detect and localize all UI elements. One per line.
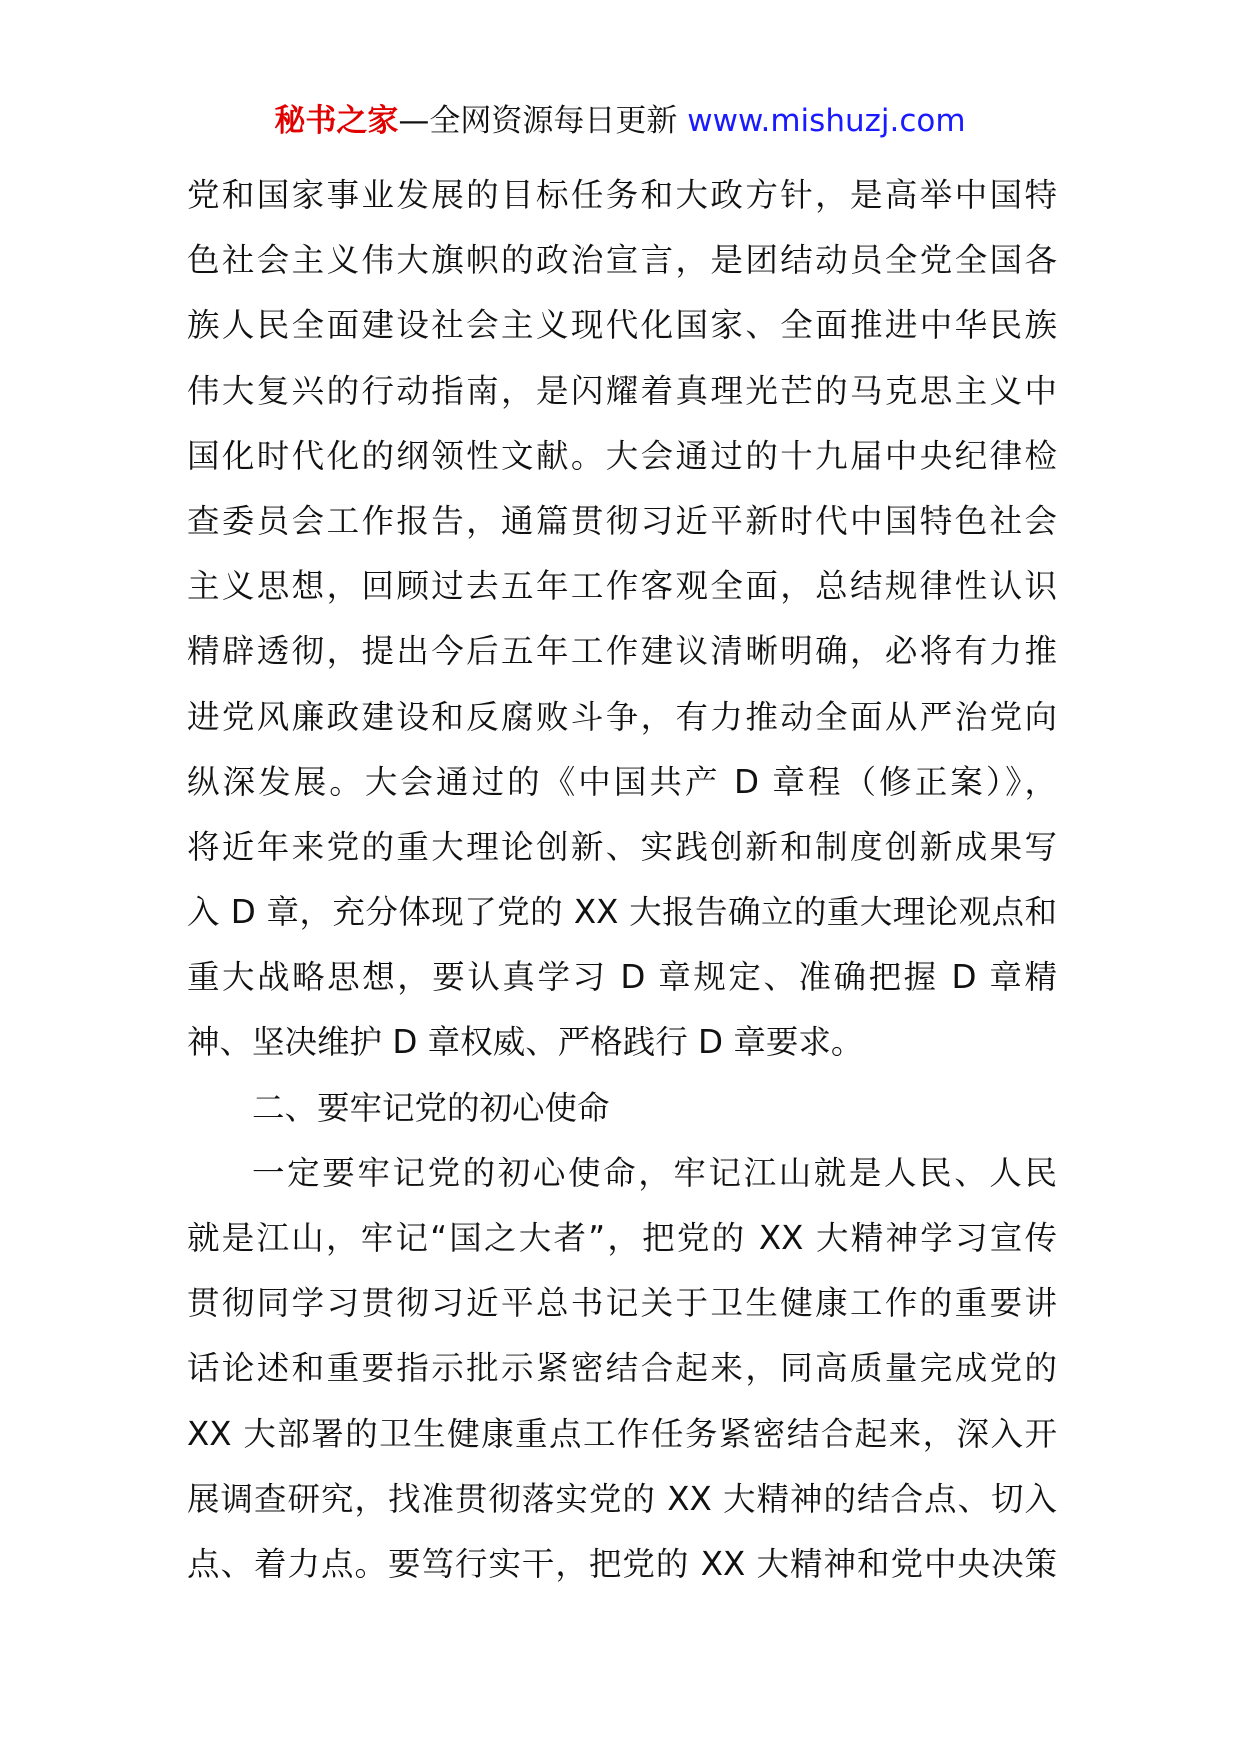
text-line: 贯彻同学习贯彻习近平总书记关于卫生健康工作的重要讲 (187, 1284, 1057, 1323)
text-line: 展调查研究，找准贯彻落实党的 XX 大精神的结合点、切入 (187, 1479, 1057, 1518)
section-heading: 二、要牢记党的初心使命 (252, 1088, 610, 1127)
text-line: 色社会主义伟大旗帜的政治宣言，是团结动员全党全国各 (187, 241, 1057, 280)
header-brand: 秘书之家 (274, 103, 399, 139)
text-line: 纵深发展。大会通过的《中国共产 D 章程（修正案）》， (187, 762, 1057, 801)
text-line: 重大战略思想，要认真学习 D 章规定、准确把握 D 章精 (187, 958, 1057, 997)
text-line: 神、坚决维护 D 章权威、严格践行 D 章要求。 (187, 1023, 864, 1062)
text-line: 点、着力点。要笃行实干，把党的 XX 大精神和党中央决策 (187, 1544, 1057, 1583)
text-line: 一定要牢记党的初心使命，牢记江山就是人民、人民 (252, 1153, 1057, 1192)
text-line: XX 大部署的卫生健康重点工作任务紧密结合起来，深入开 (187, 1414, 1057, 1453)
text-line: 党和国家事业发展的目标任务和大政方针，是高举中国特 (187, 176, 1057, 214)
text-line: 查委员会工作报告，通篇贯彻习近平新时代中国特色社会 (187, 501, 1057, 540)
text-line: 进党风廉政建设和反腐败斗争，有力推动全面从严治党向 (187, 697, 1057, 736)
text-line: 族人民全面建设社会主义现代化国家、全面推进中华民族 (187, 306, 1057, 345)
text-line: 将近年来党的重大理论创新、实践创新和制度创新成果写 (187, 827, 1057, 866)
header-url-link[interactable]: www.mishuzj.com (687, 103, 966, 139)
text-line: 国化时代化的纲领性文献。大会通过的十九届中央纪律检 (187, 436, 1057, 475)
header-tagline: —全网资源每日更新 (398, 103, 688, 139)
text-line: 就是江山，牢记“国之大者”，把党的 XX 大精神学习宣传 (187, 1219, 1057, 1257)
text-line: 话论述和重要指示批示紧密结合起来，同高质量完成党的 (187, 1349, 1057, 1388)
text-line: 入 D 章，充分体现了党的 XX 大报告确立的重大理论观点和 (187, 893, 1057, 932)
body-text (187, 163, 1057, 1597)
page-header (0, 101, 1240, 141)
text-line: 精辟透彻，提出今后五年工作建议清晰明确，必将有力推 (187, 632, 1057, 671)
text-line: 伟大复兴的行动指南，是闪耀着真理光芒的马克思主义中 (187, 371, 1057, 410)
text-line: 主义思想，回顾过去五年工作客观全面，总结规律性认识 (187, 567, 1057, 606)
